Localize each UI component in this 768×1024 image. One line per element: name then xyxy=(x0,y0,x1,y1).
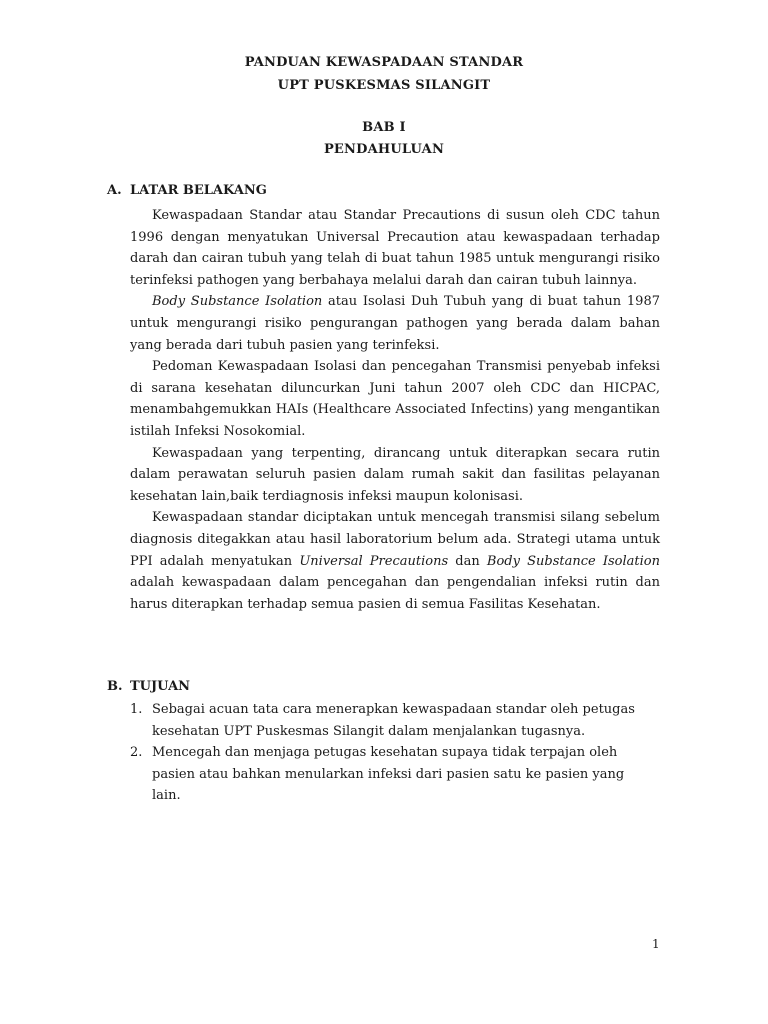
paragraph-text: Kewaspadaan standar diciptakan untuk mencegah transmisi silang sebelum diagnosis ditegakkan atau hasil laboratorium belum ada. Strategi utama untuk PPI adalah menyatukan xyxy=(130,510,660,569)
paragraph-text: atau Isolasi Duh Tubuh yang di buat tahun 1987 untuk mengurangi risiko pengurangan pathogen yang berada dalam bahan yang berada dari tubuh pasien yang terinfeksi. xyxy=(130,294,660,353)
list-number: 1. xyxy=(130,702,143,717)
section-a-letter: A. xyxy=(107,183,122,198)
section-b-heading xyxy=(107,679,190,694)
emphasis: Body Substance Isolation xyxy=(486,553,660,569)
list-item xyxy=(130,699,650,742)
chapter-title: PENDAHULUAN xyxy=(323,142,445,157)
paragraph xyxy=(130,507,660,615)
section-b-title: TUJUAN xyxy=(130,679,191,694)
section-a-body xyxy=(130,205,660,615)
section-a-heading xyxy=(107,183,267,198)
chapter-number: BAB I xyxy=(362,120,406,135)
paragraph: Pedoman Kewaspadaan Isolasi dan pencegahan Transmisi penyebab infeksi di sarana kesehatan diluncurkan Juni tahun 2007 oleh CDC dan HICPAC, menambahgemukkan HAIs (Healthcare Associated Infectins) yang mengantikan istilah Infeksi Nosokomial. xyxy=(130,359,660,439)
paragraph: Kewaspadaan yang terpenting, dirancang untuk diterapkan secara rutin dalam perawatan seluruh pasien dalam rumah sakit dan fasilitas pelayanan kesehatan lain,baik terdiagnosis infeksi maupun kolonisasi. xyxy=(130,445,660,504)
section-b-letter: B. xyxy=(107,679,123,694)
page-number: 1 xyxy=(652,937,660,951)
paragraph xyxy=(130,291,660,356)
objectives-list xyxy=(130,699,650,807)
emphasis: Body Substance Isolation xyxy=(152,294,323,310)
list-item-text: Mencegah dan menjaga petugas kesehatan supaya tidak terpajan oleh pasien atau bahkan menularkan infeksi dari pasien satu ke pasien yang lain. xyxy=(152,745,625,804)
paragraph-text: dan xyxy=(448,553,487,569)
document-title: PANDUAN KEWASPADAAN STANDAR xyxy=(244,55,524,70)
list-number: 2. xyxy=(130,745,143,761)
emphasis: Universal Precautions xyxy=(299,553,449,569)
paragraph: Kewaspadaan Standar atau Standar Precautions di susun oleh CDC tahun 1996 dengan menyatukan Universal Precaution atau kewaspadaan terhadap darah dan cairan tubuh yang telah di buat tahun 1985 untuk mengurangi risiko terinfeksi pathogen yang berbahaya melalui darah dan cairan tubuh lainnya. xyxy=(130,208,660,288)
section-a-title: LATAR BELAKANG xyxy=(130,183,267,198)
list-item-text: Sebagai acuan tata cara menerapkan kewaspadaan standar oleh petugas kesehatan UPT Puskesmas Silangit dalam menjalankan tugasnya. xyxy=(152,702,635,739)
paragraph-text: adalah kewaspadaan dalam pencegahan dan pengendalian infeksi rutin dan harus diterapkan terhadap semua pasien di semua Fasilitas Kesehatan. xyxy=(130,575,660,612)
document-subtitle: UPT PUSKESMAS SILANGIT xyxy=(277,78,491,93)
list-item xyxy=(130,742,650,807)
